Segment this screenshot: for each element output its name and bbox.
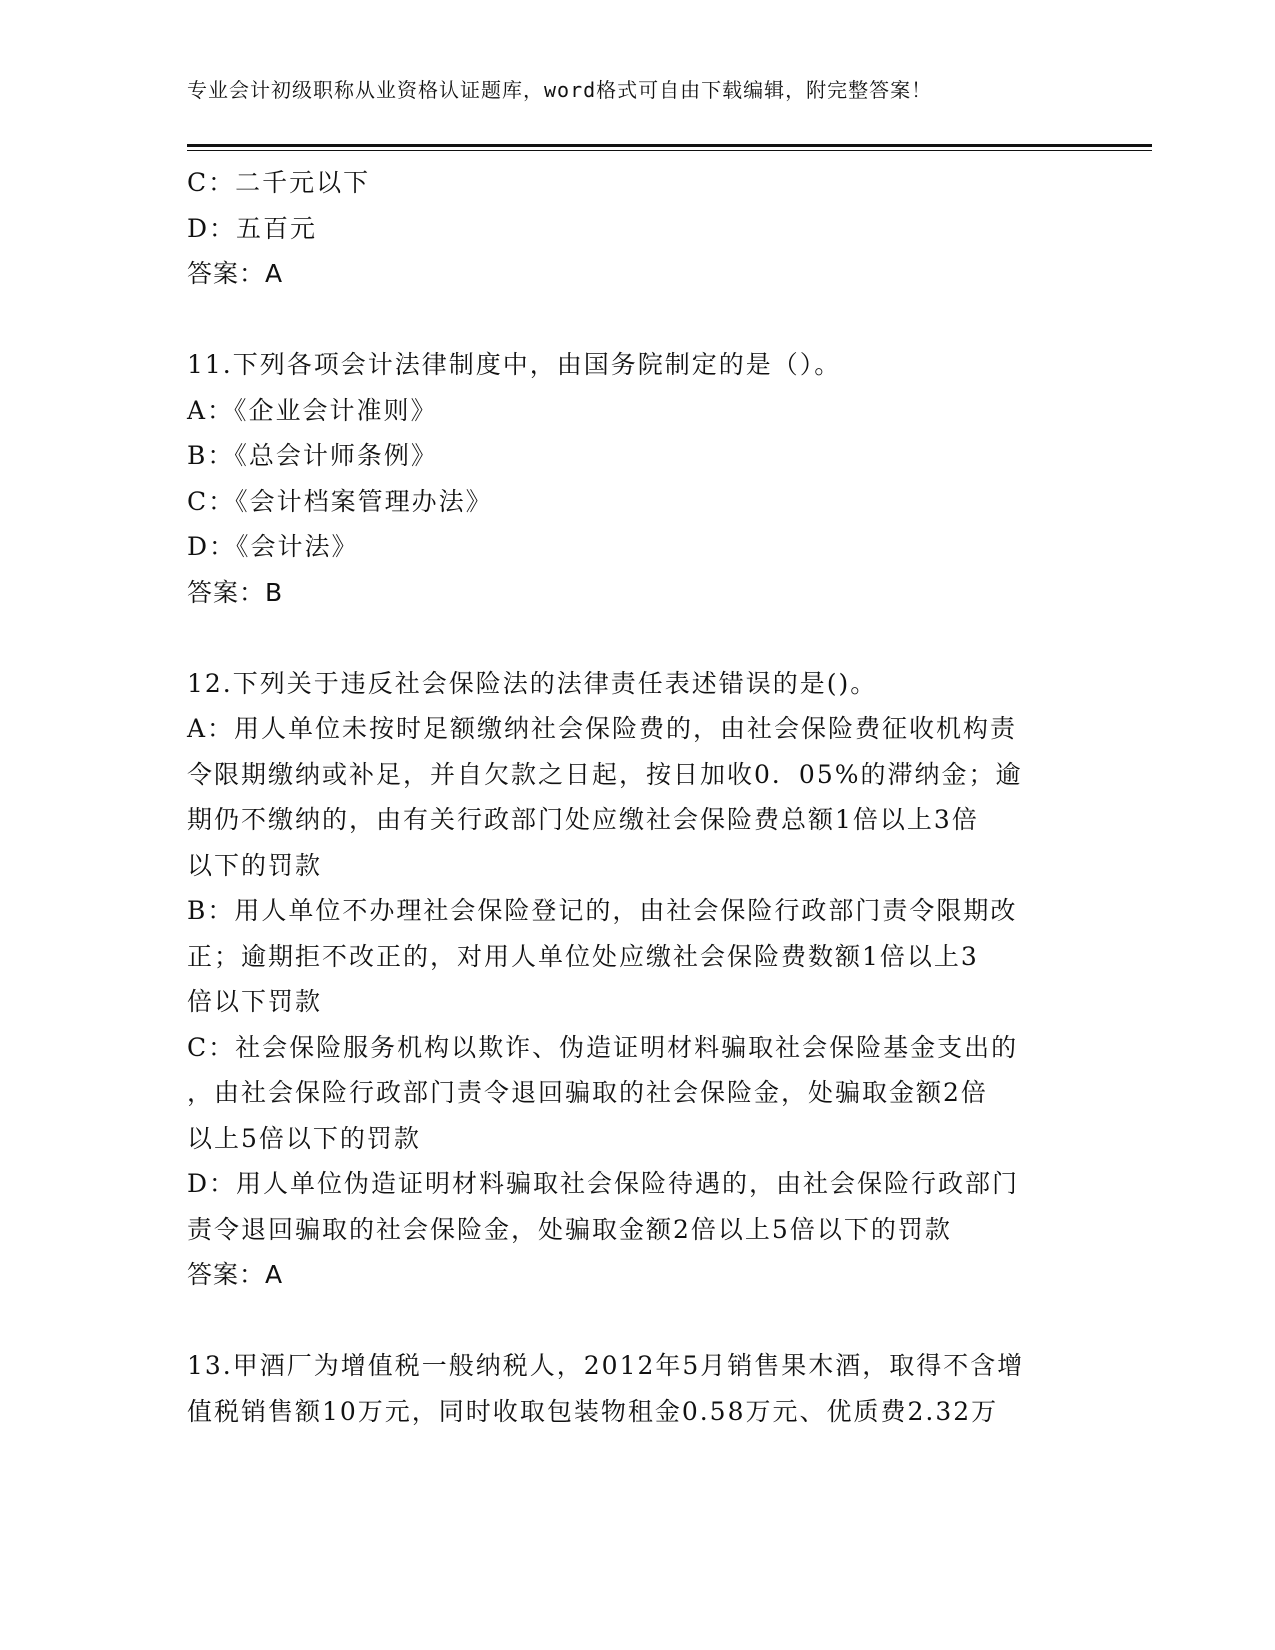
paragraph-gap [187, 297, 1087, 343]
answer-line: 答案：A [187, 259, 284, 288]
paragraph-gap [187, 615, 1087, 661]
text-line: 以上5倍以下的罚款 [187, 1123, 421, 1153]
text-line: 值税销售额10万元，同时收取包装物租金0.58万元、优质费2.32万 [187, 1396, 999, 1426]
text-line: D：《会计法》 [187, 532, 359, 561]
text-line: C：社会保险服务机构以欺诈、伪造证明材料骗取社会保险基金支出的 [187, 1032, 1019, 1062]
text-line: D：用人单位伪造证明材料骗取社会保险待遇的，由社会保险行政部门 [187, 1169, 1020, 1198]
text-line: 11.下列各项会计法律制度中，由国务院制定的是（）。 [187, 350, 842, 379]
text-line: B：用人单位不办理社会保险登记的，由社会保险行政部门责令限期改 [187, 896, 1018, 925]
answer-line: 答案：B [187, 577, 284, 607]
text-line: 责令退回骗取的社会保险金，处骗取金额2倍以上5倍以下的罚款 [187, 1214, 952, 1244]
text-line: A：用人单位未按时足额缴纳社会保险费的，由社会保险费征收机构责 [187, 714, 1018, 743]
text-line: D：五百元 [187, 213, 318, 243]
header-rule-thick [187, 144, 1152, 147]
text-line: 13.甲酒厂为增值税一般纳税人，2012年5月销售果木酒，取得不含增 [187, 1351, 1025, 1380]
text-line: C：二千元以下 [187, 168, 371, 197]
answer-line: 答案：A [187, 1260, 284, 1289]
header-rule-thin [187, 150, 1152, 151]
text-line: B：《总会计师条例》 [187, 441, 438, 470]
text-line: 正；逾期拒不改正的，对用人单位处应缴社会保险费数额1倍以上3 [187, 941, 979, 971]
text-line: 令限期缴纳或补足，并自欠款之日起，按日加收0．05%的滞纳金；逾 [187, 759, 1023, 789]
paragraph-gap [187, 1298, 1087, 1344]
text-line: 期仍不缴纳的，由有关行政部门处应缴社会保险费总额1倍以上3倍 [187, 805, 979, 834]
text-line: 以下的罚款 [187, 850, 323, 880]
page-header: 专业会计初级职称从业资格认证题库，word格式可自由下载编辑，附完整答案！ [187, 78, 933, 102]
text-line: 倍以下罚款 [187, 987, 323, 1016]
text-line: 12.下列关于违反社会保险法的法律责任表述错误的是()。 [187, 668, 878, 698]
document-body [187, 160, 1087, 1434]
text-line: ，由社会保险行政部门责令退回骗取的社会保险金，处骗取金额2倍 [187, 1078, 988, 1107]
text-line: C：《会计档案管理办法》 [187, 486, 493, 516]
text-line: A：《企业会计准则》 [187, 395, 438, 425]
